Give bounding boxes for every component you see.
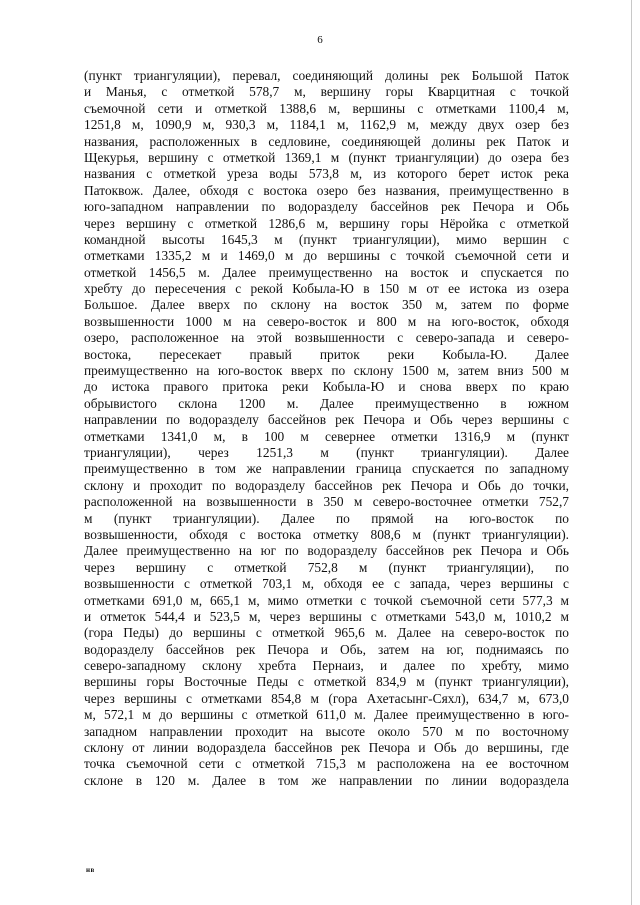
text-line-42: склону от линии водораздела бассейнов рек Печора и Обь до вершины, где bbox=[84, 740, 569, 756]
text-line-34: и отметок 544,4 и 523,5 м, через вершины с отметками 543,0 м, 1010,2 м bbox=[84, 608, 569, 624]
text-line-16: возвышенности 1000 м на северо-восток и 800 м на юго-восток, обходя bbox=[84, 313, 569, 329]
text-line-44: склоне в 120 м. Далее в том же направлении по линии водораздела bbox=[84, 772, 569, 788]
text-line-25: преимущественно в том же направлении граница спускается по западному bbox=[84, 461, 569, 477]
text-line-9: юго-западном направлении по водоразделу бассейнов рек Печора и Обь bbox=[84, 199, 569, 215]
text-line-18: востока, пересекает правый приток реки Кобыла-Ю. Далее bbox=[84, 346, 569, 362]
text-line-26: склону и проходит по водоразделу бассейнов рек Печора и Обь до точки, bbox=[84, 477, 569, 493]
text-line-43: точка съемочной сети с отметкой 715,3 м расположена на ее восточном bbox=[84, 756, 569, 772]
text-line-1: (пункт триангуляции), перевал, соединяющий долины рек Большой Паток bbox=[84, 68, 569, 83]
text-line-24: триангуляции), через 1251,3 м (пункт триангуляции). Далее bbox=[84, 444, 569, 460]
text-line-38: вершины горы Восточные Педы с отметкой 834,9 м (пункт триангуляции), bbox=[84, 674, 569, 690]
text-line-39: через вершины с отметками 854,8 м (гора Ахетасынг-Сяхл), 634,7 м, 673,0 bbox=[84, 690, 569, 706]
page-number: 6 bbox=[317, 34, 323, 46]
text-line-22: направлении по водоразделу бассейнов рек Печора и Обь через вершины с bbox=[84, 412, 569, 428]
scan-edge bbox=[631, 0, 632, 905]
text-line-28: м (пункт триангуляции). Далее по прямой на юго-восток по bbox=[84, 510, 569, 526]
text-line-35: (гора Педы) до вершины с отметкой 965,6 м. Далее на северо-восток по bbox=[84, 625, 569, 641]
text-line-11: командной высоты 1645,3 м (пункт триангуляции), мимо вершин с bbox=[84, 231, 569, 247]
text-line-41: западном направлении проходит на высоте около 570 м по восточному bbox=[84, 723, 569, 739]
text-line-29: возвышенности, обходя с востока отметку 808,6 м (пункт триангуляции). bbox=[84, 526, 569, 542]
text-line-3: съемочной сети и отметкой 1388,6 м, вершины с отметками 1100,4 м, bbox=[84, 100, 569, 116]
text-line-8: Патоквож. Далее, обходя с востока озеро без названия, преимущественно в bbox=[84, 182, 569, 198]
text-line-12: отметками 1335,2 м и 1469,0 м до вершины с точкой съемочной сети и bbox=[84, 248, 569, 264]
text-line-32: возвышенности с отметкой 703,1 м, обходя ее с запада, через вершины с bbox=[84, 576, 569, 592]
text-line-23: отметками 1341,0 м, в 100 м севернее отметки 1316,9 м (пункт bbox=[84, 428, 569, 444]
footer-mark: нв bbox=[86, 866, 95, 874]
text-line-17: озеро, расположенное на этой возвышенности с северо-запада и северо- bbox=[84, 330, 569, 346]
text-line-30: Далее преимущественно на юг по водоразделу бассейнов рек Печора и Обь bbox=[84, 543, 569, 559]
text-line-40: м, 572,1 м до вершины с отметкой 611,0 м. Далее преимущественно в юго- bbox=[84, 707, 569, 723]
text-line-36: водоразделу бассейнов рек Печора и Обь, затем на юг, поднимаясь по bbox=[84, 641, 569, 657]
text-line-14: хребту до пересечения с рекой Кобыла-Ю в 150 м от ее истока из озера bbox=[84, 281, 569, 297]
text-line-15: Большое. Далее вверх по склону на восток 350 м, затем по форме bbox=[84, 297, 569, 313]
text-line-31: через вершину с отметкой 752,8 м (пункт триангуляции), по bbox=[84, 559, 569, 575]
text-line-20: до истока правого притока реки Кобыла-Ю и снова вверх по краю bbox=[84, 379, 569, 395]
text-line-33: отметками 691,0 м, 665,1 м, мимо отметки с точкой съемочной сети 577,3 м bbox=[84, 592, 569, 608]
text-line-37: северо-западному склону хребта Пернаиз, и далее по хребту, мимо bbox=[84, 658, 569, 674]
text-line-5: названия, расположенных в седловине, соединяющей долины рек Паток и bbox=[84, 133, 569, 149]
text-line-6: Щекурья, вершину с отметкой 1369,1 м (пункт триангуляции) до озера без bbox=[84, 149, 569, 165]
text-line-4: 1251,8 м, 1090,9 м, 930,3 м, 1184,1 м, 1162,9 м, между двух озер без bbox=[84, 117, 569, 133]
text-line-19: преимущественно на юго-восток вверх по склону 1500 м, затем вниз 500 м bbox=[84, 363, 569, 379]
text-line-2: и Манья, с отметкой 578,7 м, вершину горы Кварцитная с точкой bbox=[84, 84, 569, 100]
text-line-10: через вершину с отметкой 1286,6 м, вершину горы Нёройка с отметкой bbox=[84, 215, 569, 231]
text-line-13: отметкой 1456,5 м. Далее преимущественно на восток и спускается по bbox=[84, 264, 569, 280]
text-line-21: обрывистого склона 1200 м. Далее преимущественно в южном bbox=[84, 395, 569, 411]
body-text bbox=[84, 68, 569, 789]
text-line-27: расположенной на возвышенности в 350 м северо-восточнее отметки 752,7 bbox=[84, 494, 569, 510]
text-line-7: названия с отметкой уреза воды 573,8 м, из которого берет исток река bbox=[84, 166, 569, 182]
